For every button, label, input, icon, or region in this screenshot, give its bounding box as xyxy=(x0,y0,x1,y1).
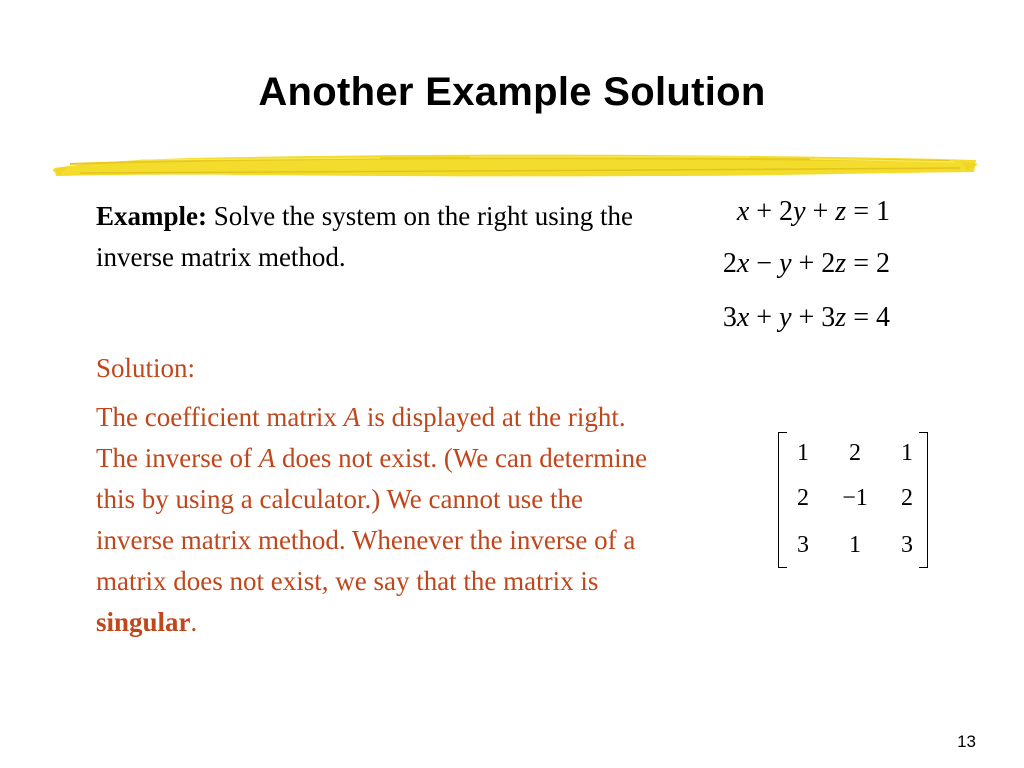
matrix-cell: 1 xyxy=(797,440,809,466)
equation-1: x + 2y + z = 1 xyxy=(736,196,890,227)
slide-title: Another Example Solution xyxy=(258,70,766,114)
matrix-cell: 2 xyxy=(797,485,809,511)
solution-label: Solution xyxy=(96,353,188,383)
text-column xyxy=(96,196,651,643)
example-text: Solve the system on the right using the inverse matrix method. xyxy=(96,201,633,272)
solution-heading: Solution: xyxy=(96,353,196,383)
matrix-cell: 2 xyxy=(901,485,913,511)
matrix-cell: 3 xyxy=(901,532,913,558)
solution-body: The coefficient matrix A is displayed at the right. The inverse of A does not exist. (We can determine this by using a calculator.) We cannot use the inverse matrix method. Whenever the inverse of a matrix does not exist, we say that the matrix is singular. xyxy=(96,402,648,637)
coefficient-matrix xyxy=(770,428,936,572)
singular-term: singular xyxy=(96,607,191,637)
yellow-brush-stroke xyxy=(50,146,980,186)
equation-3: 3x + y + 3z = 4 xyxy=(722,302,890,333)
matrix-cell: −1 xyxy=(842,485,868,511)
matrix-cell: 1 xyxy=(901,440,913,466)
matrix-cell: 2 xyxy=(849,440,861,466)
page-number: 13 xyxy=(957,732,976,751)
example-paragraph xyxy=(96,196,651,278)
matrix-cell: 3 xyxy=(797,532,809,558)
matrix-cell: 1 xyxy=(849,532,861,558)
equation-2: 2x − y + 2z = 2 xyxy=(722,248,890,279)
example-label: Example: xyxy=(96,201,207,231)
